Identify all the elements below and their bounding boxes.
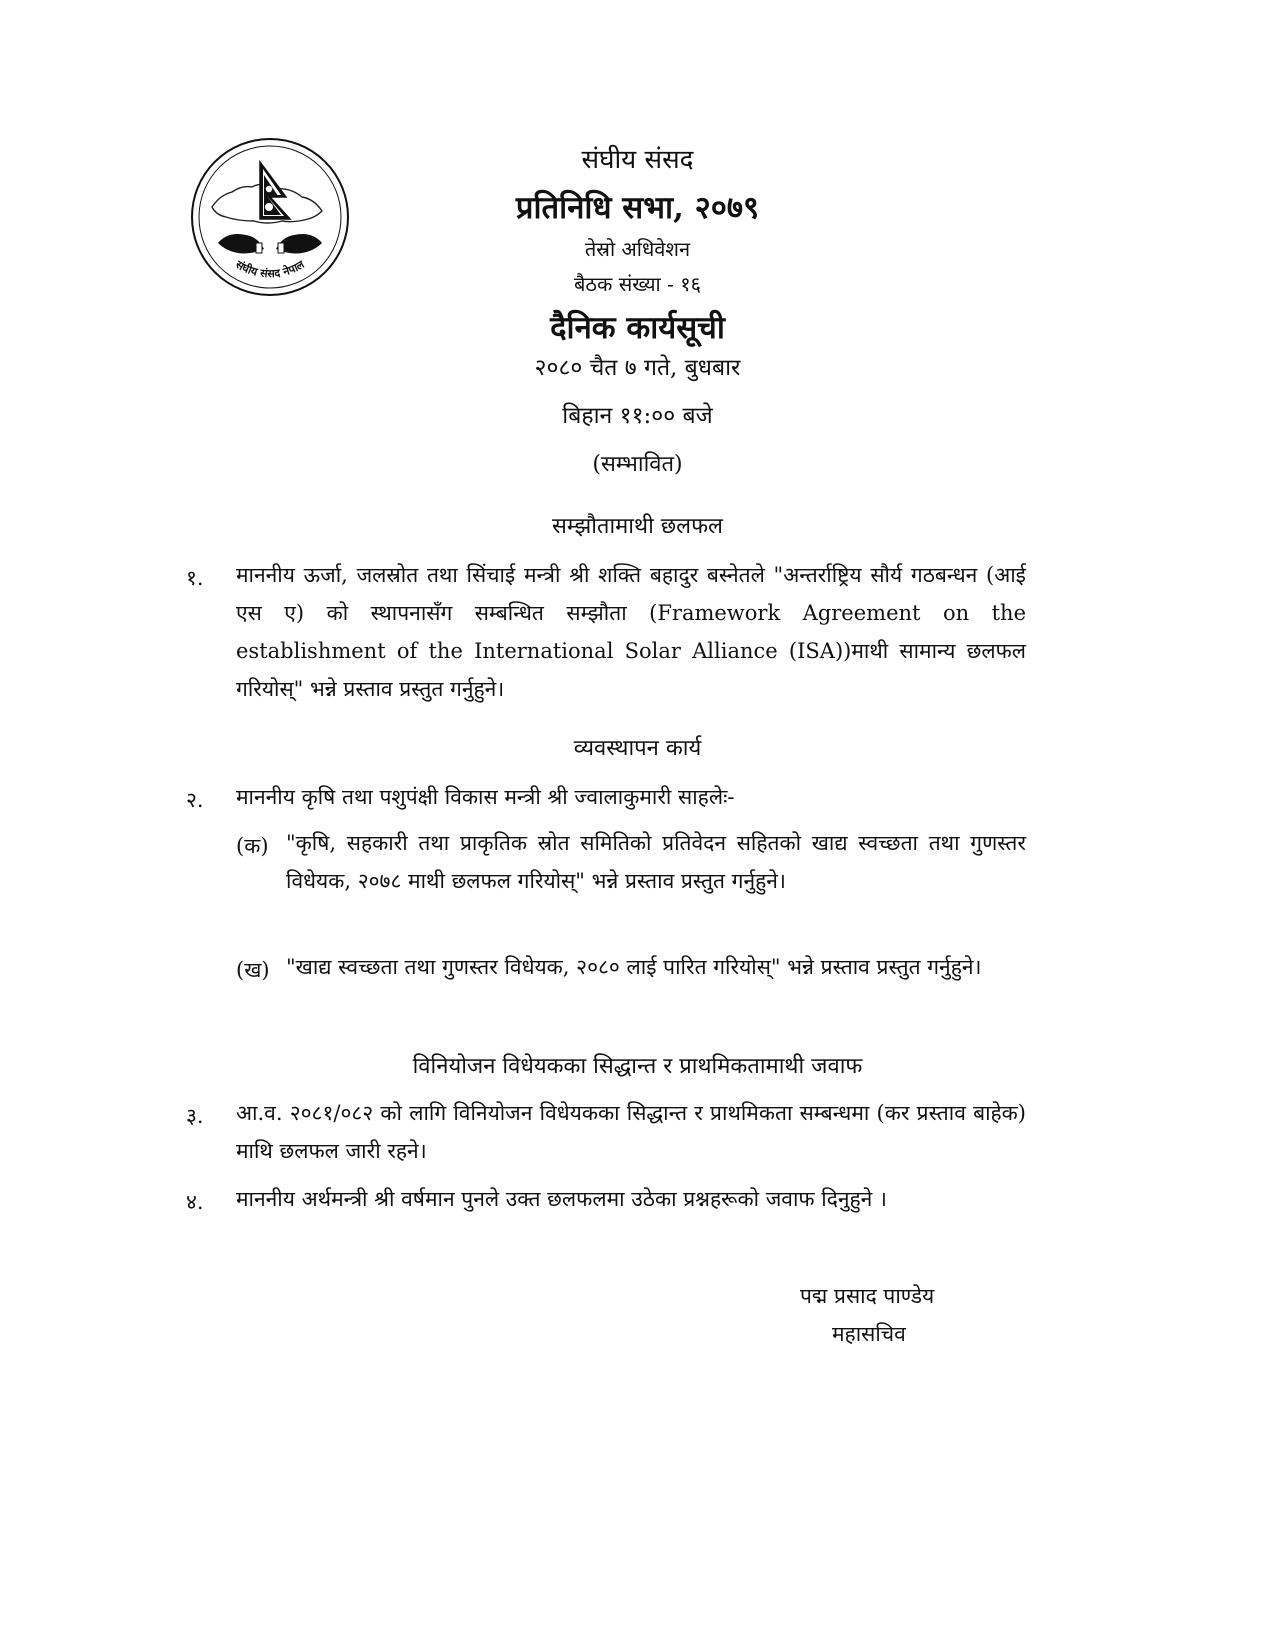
- item-3-text: आ.व. २०८१/०८२ को लागि विनियोजन विधेयकका सिद्धान्त र प्राथमिकता सम्बन्धमा (कर प्रस्ताव बाहेक) माथि छलफल जारी रहने।: [236, 1101, 1026, 1163]
- item-2-kha-label: (ख): [236, 958, 270, 982]
- item-2-ka-text: "कृषि, सहकारी तथा प्राकृतिक स्रोत समितिको प्रतिवेदन सहितको खाद्य स्वच्छता तथा गुणस्तर विधेयक, २०७८ माथी छलफल गरियोस्" भन्ने प्रस्ताव प्रस्तुत गर्नुहुने।: [286, 831, 1026, 893]
- header-line-1: संघीय संसद: [581, 145, 694, 175]
- signatory-title: महासचिव: [832, 1322, 906, 1346]
- header-agenda-title: दैनिक कार्यसूची: [550, 310, 725, 346]
- header-title: प्रतिनिधि सभा, २०७९: [515, 190, 760, 226]
- header-time: बिहान ११:०० बजे: [562, 403, 713, 429]
- section-heading-agreement: सम्झौतामाथी छलफल: [552, 514, 723, 539]
- section-heading-appropriation: विनियोजन विधेयकका सिद्धान्त र प्राथमिकतामाथी जवाफ: [412, 1054, 863, 1079]
- item-2-ka-label: (क): [236, 834, 269, 858]
- item-2-kha-text: "खाद्य स्वच्छता तथा गुणस्तर विधेयक, २०८० लाई पारित गरियोस्" भन्ने प्रस्ताव प्रस्तुत गर्नुहुने।: [286, 955, 982, 979]
- header-tentative: (सम्भावित): [592, 452, 683, 477]
- item-1-text: माननीय ऊर्जा, जलस्रोत तथा सिंचाई मन्त्री श्री शक्ति बहादुर बस्नेतले "अन्तर्राष्ट्रिय सौर्य गठबन्धन (आई एस ए) को स्थापनासँग सम्बन्धित सम्झौता (Framework Agreement on the establishment of the International Solar Alliance (ISA))माथी सामान्य छलफल गरियोस्" भन्ने प्रस्ताव प्रस्तुत गर्नुहुने।: [236, 563, 1026, 701]
- item-4-number: ४.: [186, 1190, 204, 1214]
- header-meeting-number: बैठक संख्या - १६: [573, 272, 702, 296]
- item-2-number: २.: [186, 788, 204, 812]
- item-4-text: माननीय अर्थमन्त्री श्री वर्षमान पुनले उक्त छलफलमा उठेका प्रश्नहरूको जवाफ दिनुहुने ।: [236, 1187, 887, 1211]
- emblem-text: संघीय संसद नेपाल: [233, 257, 307, 281]
- section-heading-legislation: व्यवस्थापन कार्य: [573, 736, 702, 761]
- item-2-text: माननीय कृषि तथा पशुपंक्षी विकास मन्त्री श्री ज्वालाकुमारी साहलेः-: [236, 785, 735, 809]
- signatory-name: पद्म प्रसाद पाण्डेय: [800, 1284, 935, 1308]
- header-date: २०८० चैत ७ गते, बुधबार: [534, 355, 741, 381]
- item-3-number: ३.: [186, 1104, 204, 1128]
- item-1-number: १.: [186, 566, 204, 590]
- header-session: तेस्रो अधिवेशन: [584, 237, 691, 261]
